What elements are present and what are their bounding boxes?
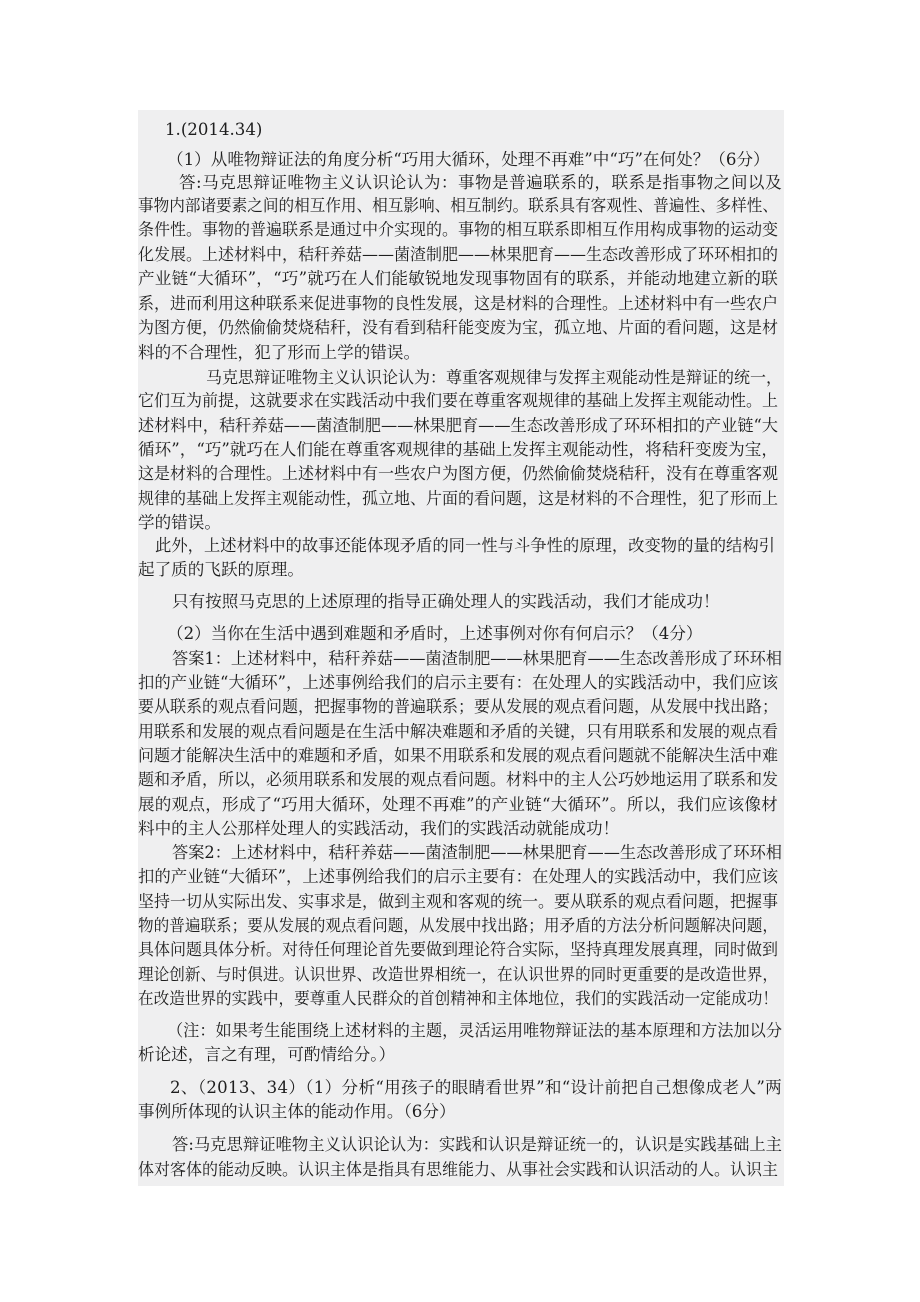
document-page — [138, 110, 784, 1186]
answer-text: 产业链“大循环”，“巧”就巧在人们能敏锐地发现事物固有的联系，并能动地建立新的联 — [138, 269, 778, 288]
answer-text: 料的不合理性，犯了形而上学的错误。 — [138, 343, 421, 362]
note-line — [138, 1044, 778, 1065]
answer-text: 规律的基础上发挥主观能动性，孤立地、片面的看问题，这是材料的不合理性，犯了形而上 — [138, 489, 778, 508]
answer-1-line — [138, 672, 778, 693]
question-2-title-text: 2、（2013、34）（1）分析“用孩子的眼睛看世界”和“设计前把自己想像成老人”两 — [170, 1078, 782, 1097]
answer-2-line — [138, 891, 778, 912]
question-2-answer-text: 答:马克思辩证唯物主义认识论认为：实践和认识是辩证统一的，认识是实践基础上主 — [172, 1135, 782, 1154]
answer-line — [138, 488, 778, 509]
answer-1-line — [138, 769, 778, 790]
answer-text: 系，进而利用这种联系来促进事物的良性发展，这是材料的合理性。上述材料中有一些农户 — [138, 294, 778, 313]
note-text: （注：如果考生能围绕上述材料的主题，灵活运用唯物辩证法的基本原理和方法加以分 — [167, 1021, 782, 1040]
answer-text: 此外，上述材料中的故事还能体现矛盾的同一性与斗争性的原理，改变物的量的结构引 — [155, 536, 775, 555]
answer-text: 为图方便，仍然偷偷焚烧秸秆，没有看到秸秆能变废为宝，孤立地、片面的看问题，这是材 — [138, 318, 778, 337]
answer-line — [138, 439, 778, 460]
answer-line — [138, 195, 778, 216]
question-2-title-text: 事例所体现的认识主体的能动作用。（6分） — [138, 1102, 456, 1121]
answer-line — [138, 293, 778, 314]
question-1-part-2 — [167, 623, 782, 644]
answer-1-line — [138, 745, 778, 766]
answer-1-line — [138, 721, 778, 742]
answer-text: 化发展。上述材料中，秸秆养菇——菌渣制肥——林果肥育——生态改善形成了环环相扣的 — [138, 245, 778, 264]
answer-1-line — [172, 648, 782, 669]
question-1-part-1-text: （1）从唯物辩证法的角度分析“巧用大循环，处理不再难”中“巧”在何处？（6分） — [167, 150, 770, 169]
answer-2-line — [138, 915, 778, 936]
answer-1-text: 题和矛盾，所以，必须用联系和发展的观点看问题。材料中的主人公巧妙地运用了联系和发 — [138, 770, 778, 789]
answer-line — [138, 390, 778, 411]
answer-text: 起了质的飞跃的原理。 — [138, 560, 304, 579]
answer-line — [138, 268, 778, 289]
answer-2-text: 答案2：上述材料中，秸秆养菇——菌渣制肥——林果肥育——生态改善形成了环环相 — [172, 843, 782, 862]
question-2-answer-line — [172, 1134, 782, 1155]
answer-text: 循环”，“巧”就巧在人们能在尊重客观规律的基础上发挥主观能动性，将秸秆变废为宝， — [138, 440, 778, 459]
answer-2-text: 坚持一切从实际出发、实事求是，做到主观和客观的统一。要从联系的观点看问题，把握事 — [138, 892, 778, 911]
answer-2-line — [138, 964, 778, 985]
answer-line — [138, 244, 778, 265]
question-2-title — [170, 1077, 782, 1098]
answer-2-text: 理论创新、与时俱进。认识世界、改造世界相统一，在认识世界的同时更重要的是改造世界， — [138, 965, 778, 984]
answer-line — [155, 535, 775, 556]
answer-2-text: 具体问题具体分析。对待任何理论首先要做到理论符合实际，坚持真理发展真理，同时做到 — [138, 940, 778, 959]
question-2-answer-text: 体对客体的能动反映。认识主体是指具有思维能力、从事社会实践和认识活动的人。认识主 — [138, 1160, 778, 1179]
answer-line — [138, 512, 778, 533]
answer-line — [138, 463, 778, 484]
answer-1-line — [138, 696, 778, 717]
answer-1-text: 用联系和发展的观点看问题是在生活中解决难题和矛盾的关键，只有用联系和发展的观点看 — [138, 722, 778, 741]
answer-line — [179, 172, 782, 193]
conclusion-line — [172, 591, 782, 612]
question-2-title — [138, 1101, 778, 1122]
answer-line — [138, 415, 778, 436]
answer-2-text: 物的普遍联系；要从发展的观点看问题，从发展中找出路；用矛盾的方法分析问题解决问题， — [138, 916, 778, 935]
answer-text: 马克思辩证唯物主义认识论认为：尊重客观规律与发挥主观能动性是辩证的统一， — [206, 368, 782, 387]
answer-line — [138, 219, 778, 240]
answer-1-text: 答案1：上述材料中，秸秆养菇——菌渣制肥——林果肥育——生态改善形成了环环相 — [172, 649, 782, 668]
answer-1-line — [138, 818, 778, 839]
question-1-part-1 — [167, 149, 782, 170]
answer-text: 学的错误。 — [138, 513, 221, 532]
answer-text: 述材料中，秸秆养菇——菌渣制肥——林果肥育——生态改善形成了环环相扣的产业链“大 — [138, 416, 778, 435]
note-line — [167, 1020, 782, 1041]
answer-text: 这是材料的合理性。上述材料中有一些农户为图方便，仍然偷偷焚烧秸秆，没有在尊重客观 — [138, 464, 778, 483]
note-text: 析论述，言之有理，可酌情给分。） — [138, 1045, 396, 1064]
answer-line — [138, 317, 778, 338]
answer-line — [138, 342, 778, 363]
answer-1-text: 问题才能解决生活中的难题和矛盾，如果不用联系和发展的观点看问题就不能解决生活中难 — [138, 746, 778, 765]
question-1-title-text: 1.(2014.34) — [165, 120, 263, 139]
answer-2-line — [138, 988, 778, 1009]
answer-text: 条件性。事物的普遍联系是通过中介实现的。事物的相互联系即相互作用构成事物的运动变 — [138, 220, 778, 239]
conclusion-text: 只有按照马克思的上述原理的指导正确处理人的实践活动，我们才能成功！ — [172, 592, 720, 611]
answer-1-text: 料中的主人公那样处理人的实践活动，我们的实践活动就能成功！ — [138, 819, 620, 838]
question-1-part-2-text: （2）当你在生活中遇到难题和矛盾时，上述事例对你有何启示？（4分） — [167, 624, 703, 643]
answer-text: 事物内部诸要素之间的相互作用、相互影响、相互制约。联系具有客观性、普遍性、多样性、 — [138, 196, 778, 215]
answer-text: 它们互为前提，这就要求在实践活动中我们要在尊重客观规律的基础上发挥主观能动性。上 — [138, 391, 778, 410]
answer-1-text: 展的观点，形成了“巧用大循环，处理不再难”的产业链“大循环”。所以，我们应该像材 — [138, 795, 778, 814]
answer-text: 答:马克思辩证唯物主义认识论认为：事物是普遍联系的，联系是指事物之间以及 — [179, 173, 782, 192]
question-2-answer-line — [138, 1159, 778, 1180]
answer-1-line — [138, 794, 778, 815]
answer-2-text: 在改造世界的实践中，要尊重人民群众的首创精神和主体地位，我们的实践活动一定能成功！ — [138, 989, 778, 1008]
answer-1-text: 要从联系的观点看问题，把握事物的普遍联系；要从发展的观点看问题，从发展中找出路； — [138, 697, 778, 716]
answer-line — [138, 559, 778, 580]
question-1-title — [165, 119, 465, 140]
answer-2-text: 扣的产业链“大循环”，上述事例给我们的启示主要有：在处理人的实践活动中，我们应该 — [138, 867, 778, 886]
answer-2-line — [172, 842, 782, 863]
answer-line — [206, 367, 782, 388]
answer-2-line — [138, 939, 778, 960]
answer-2-line — [138, 866, 778, 887]
answer-1-text: 扣的产业链“大循环”，上述事例给我们的启示主要有：在处理人的实践活动中，我们应该 — [138, 673, 778, 692]
